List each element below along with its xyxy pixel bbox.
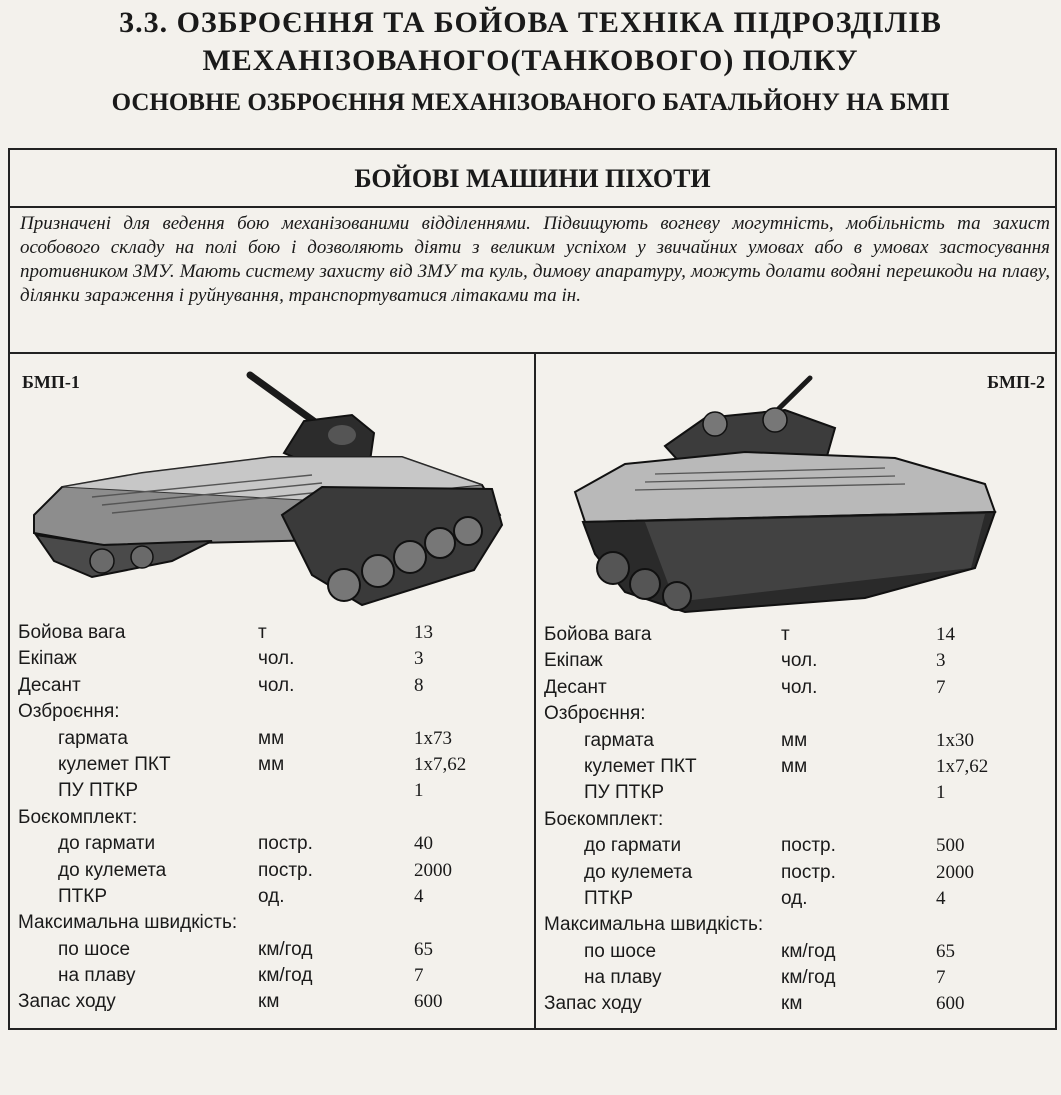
spec-unit: км: [258, 991, 280, 1013]
spec-unit: мм: [781, 729, 808, 751]
spec-label: Десант: [18, 674, 81, 696]
spec-value: 4: [414, 885, 424, 907]
spec-unit: постр.: [781, 835, 836, 857]
spec-value: 1х7,62: [936, 755, 989, 777]
spec-unit: мм: [781, 755, 808, 777]
spec-label: Боєкомплект:: [18, 806, 138, 828]
spec-label: до гармати: [58, 833, 156, 855]
spec-value: 600: [414, 991, 443, 1013]
spec-label: кулемет ПКТ: [584, 755, 697, 777]
spec-label: Максимальна швидкість:: [18, 912, 238, 934]
spec-value: 7: [414, 965, 424, 987]
spec-label: ПТКР: [584, 887, 634, 909]
spec-unit: од.: [781, 887, 808, 909]
spec-value: 40: [414, 833, 433, 855]
spec-unit: км/год: [258, 965, 313, 987]
page-title: [0, 4, 1061, 80]
page-title-line-1: 3.3. ОЗБРОЄННЯ ТА БОЙОВА ТЕХНІКА ПІДРОЗДІЛІВ: [119, 6, 942, 39]
column-divider: [534, 352, 536, 1028]
spec-label: Озброєння:: [18, 701, 120, 723]
spec-label: ПТКР: [58, 885, 108, 907]
divider: [10, 352, 1055, 354]
spec-label: Запас ходу: [544, 993, 642, 1015]
spec-value: 4: [936, 887, 946, 909]
spec-unit: од.: [258, 885, 285, 907]
spec-unit: км/год: [258, 938, 313, 960]
spec-value: 7: [936, 967, 946, 989]
spec-unit: чол.: [258, 674, 295, 696]
spec-value: 1: [414, 780, 424, 802]
spec-label: гармата: [584, 729, 654, 751]
spec-unit: постр.: [258, 859, 313, 881]
spec-label: до кулемета: [58, 859, 167, 881]
spec-unit: чол.: [781, 676, 818, 698]
spec-value: 65: [414, 938, 433, 960]
spec-label: гармата: [58, 727, 128, 749]
spec-unit: постр.: [258, 833, 313, 855]
spec-value: 65: [936, 940, 955, 962]
spec-label: до кулемета: [584, 861, 693, 883]
page-subtitle: ОСНОВНЕ ОЗБРОЄННЯ МЕХАНІЗОВАНОГО БАТАЛЬЙОНУ НА БМП: [111, 89, 950, 116]
spec-unit: км/год: [781, 967, 836, 989]
spec-value: 1х30: [936, 729, 974, 751]
section-title: БОЙОВІ МАШИНИ ПІХОТИ: [10, 150, 1055, 208]
spec-label: ПУ ПТКР: [584, 782, 665, 804]
spec-label: Запас ходу: [18, 991, 116, 1013]
spec-value: 2000: [414, 859, 452, 881]
spec-unit: т: [258, 622, 267, 643]
spec-unit: мм: [258, 727, 285, 749]
spec-unit: мм: [258, 753, 285, 775]
spec-unit: км/год: [781, 940, 836, 962]
spec-value: 1х7,62: [414, 753, 467, 775]
spec-value: 7: [936, 676, 946, 698]
spec-label: Бойова вага: [18, 622, 126, 643]
spec-value: 13: [414, 622, 433, 643]
spec-value: 3: [936, 650, 946, 672]
spec-unit: км: [781, 993, 803, 1015]
spec-value: 1: [936, 782, 946, 804]
spec-unit: т: [781, 624, 790, 645]
spec-label: Максимальна швидкість:: [544, 914, 764, 936]
spec-value: 14: [936, 624, 955, 645]
spec-unit: постр.: [781, 861, 836, 883]
bmp2-illustration: [565, 372, 1005, 622]
spec-label: по шосе: [58, 938, 131, 960]
spec-unit: чол.: [781, 650, 818, 672]
vehicle-name-bmp2: БМП-2: [987, 372, 1045, 392]
spec-label: Екіпаж: [18, 648, 77, 670]
spec-unit: чол.: [258, 648, 295, 670]
ifv-section: [8, 148, 1057, 1030]
spec-label: Десант: [544, 676, 607, 698]
spec-value: 2000: [936, 861, 974, 883]
spec-label: до гармати: [584, 835, 682, 857]
spec-label: Бойова вага: [544, 624, 652, 645]
spec-value: 8: [414, 674, 424, 696]
spec-label: ПУ ПТКР: [58, 780, 139, 802]
spec-label: кулемет ПКТ: [58, 753, 171, 775]
spec-value: 500: [936, 835, 965, 857]
spec-value: 3: [414, 648, 424, 670]
vehicle-name-bmp1: БМП-1: [22, 372, 80, 392]
spec-label: по шосе: [584, 940, 657, 962]
spec-label: Екіпаж: [544, 650, 603, 672]
spec-label: на плаву: [58, 965, 136, 987]
spec-value: 600: [936, 993, 965, 1015]
spec-label: на плаву: [584, 967, 662, 989]
spec-value: 1х73: [414, 727, 452, 749]
bmp1-illustration: [22, 365, 507, 615]
spec-label: Боєкомплект:: [544, 808, 664, 830]
section-description: Призначені для ведення бою механізованими відділеннями. Підвищують вогневу могутність, мобільність та захист особового складу на полі бою і дозволяють діяти з великим успіхом у звичайних умовах або в умовах застосування противником ЗМУ. Мають систему захисту від ЗМУ та куль, димову апаратуру, можуть долати водяні перешкоди на плаву, ділянки зараження і руйнування, транспортуватися літаками та ін.: [20, 213, 1050, 306]
page-title-line-2: МЕХАНІЗОВАНОГО(ТАНКОВОГО) ПОЛКУ: [202, 44, 859, 77]
spec-label: Озброєння:: [544, 703, 646, 725]
